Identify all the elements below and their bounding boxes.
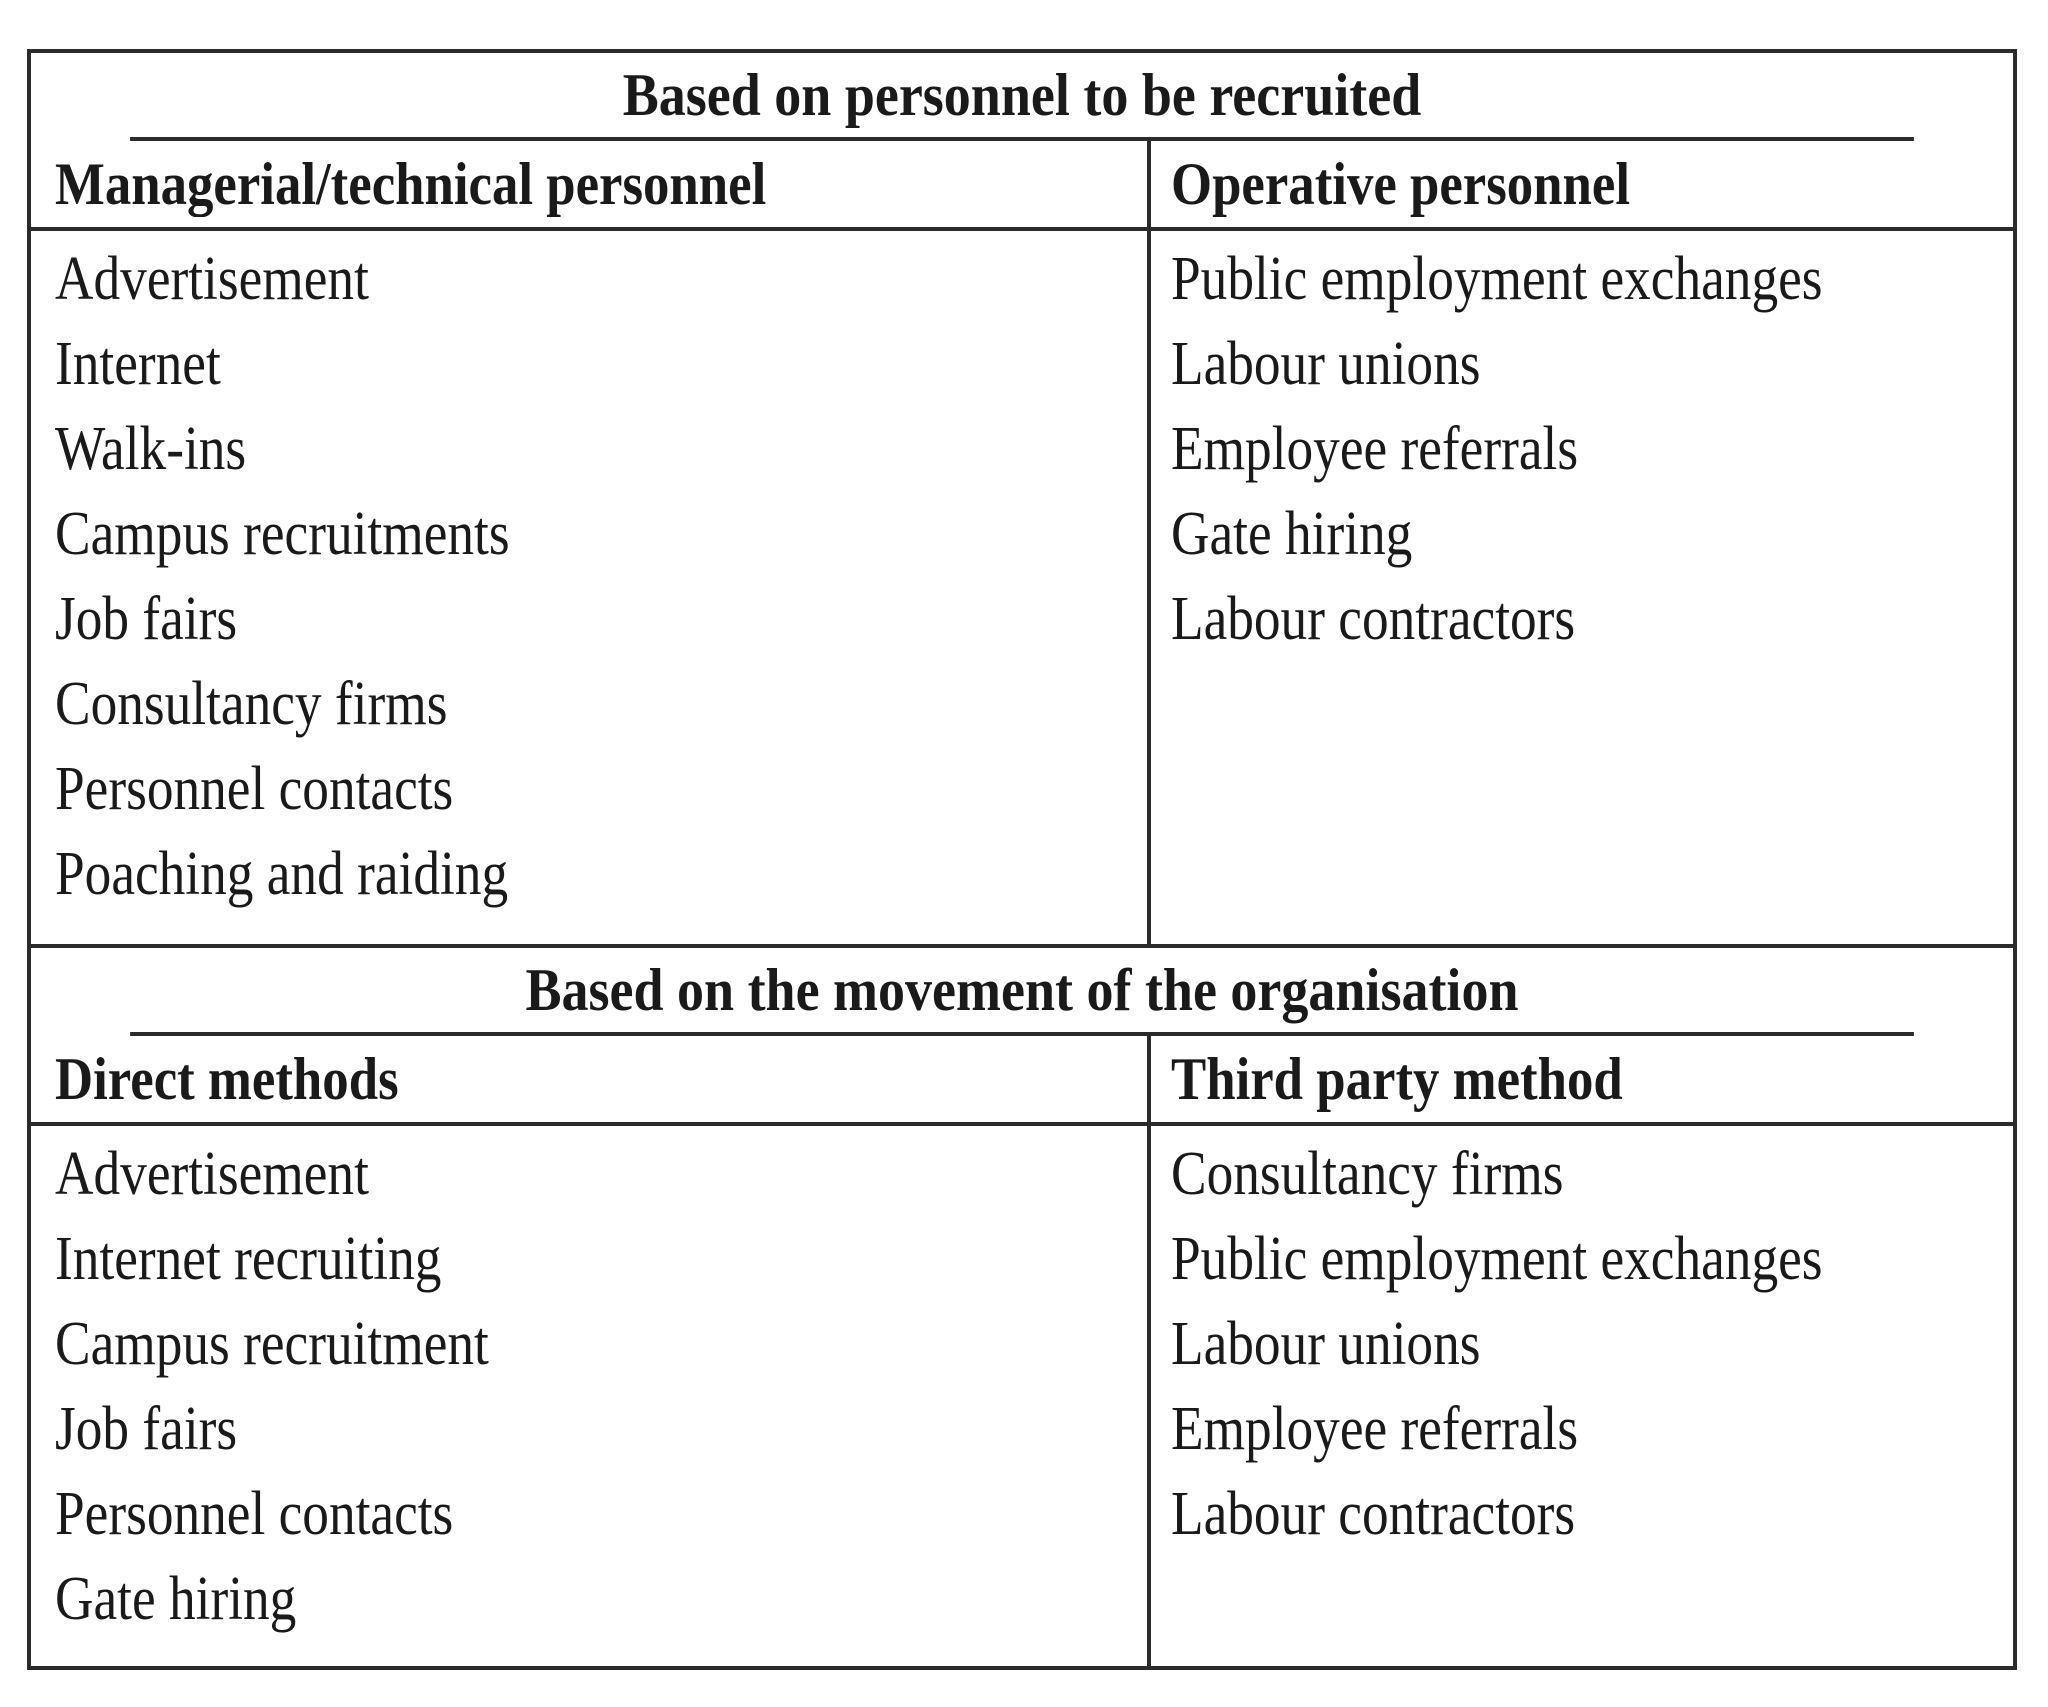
direct-list (55, 1126, 1147, 1642)
list-item: Labour contractors (1171, 1480, 1576, 1548)
third-party-list-cell (1151, 1126, 2013, 1666)
column-heading-third-party (1151, 1036, 2013, 1122)
third-party-list (1171, 1126, 2013, 1557)
section-title-movement (130, 948, 1914, 1036)
section-title-personnel (130, 53, 1914, 141)
list-item: Employee referrals (1171, 1395, 1579, 1463)
list-item: Labour unions (1171, 330, 1481, 398)
list-item: Consultancy firms (1171, 1140, 1564, 1208)
list-item: Advertisement (55, 245, 369, 313)
list-item: Public employment exchanges (1171, 245, 1823, 313)
list-item: Employee referrals (1171, 415, 1579, 483)
column-heading-operative (1151, 141, 2013, 227)
section-body-row (31, 1126, 2013, 1666)
column-heading-direct (31, 1036, 1151, 1122)
list-item: Personnel contacts (55, 1480, 454, 1548)
list-item: Walk-ins (55, 415, 247, 483)
list-item: Internet recruiting (55, 1225, 442, 1293)
list-item: Job fairs (55, 1395, 238, 1463)
list-item: Labour contractors (1171, 585, 1576, 653)
list-item: Campus recruitments (55, 500, 510, 568)
column-heading-text: Operative personnel (1171, 151, 1631, 217)
managerial-list (55, 231, 1147, 917)
list-item: Labour unions (1171, 1310, 1481, 1378)
list-item: Gate hiring (1171, 500, 1413, 568)
column-heading-managerial (31, 141, 1151, 227)
list-item: Advertisement (55, 1140, 369, 1208)
list-item: Personnel contacts (55, 755, 454, 823)
list-item: Gate hiring (55, 1565, 297, 1633)
direct-list-cell (31, 1126, 1151, 1666)
column-heading-text: Managerial/technical personnel (55, 151, 767, 217)
column-heading-text: Direct methods (55, 1046, 399, 1112)
section-header-row (31, 141, 2013, 231)
column-heading-text: Third party method (1171, 1046, 1623, 1112)
list-item: Poaching and raiding (55, 840, 509, 908)
section-title-text: Based on the movement of the organisation (525, 957, 1519, 1023)
section-header-row (31, 1036, 2013, 1126)
list-item: Internet (55, 330, 221, 398)
operative-list-cell (1151, 231, 2013, 944)
list-item: Job fairs (55, 585, 238, 653)
list-item: Consultancy firms (55, 670, 448, 738)
operative-list (1171, 231, 2013, 662)
section-body-row (31, 231, 2013, 948)
recruitment-sources-table (27, 49, 2017, 1670)
list-item: Campus recruitment (55, 1310, 489, 1378)
section-title-text: Based on personnel to be recruited (622, 62, 1422, 128)
managerial-list-cell (31, 231, 1151, 944)
list-item: Public employment exchanges (1171, 1225, 1823, 1293)
